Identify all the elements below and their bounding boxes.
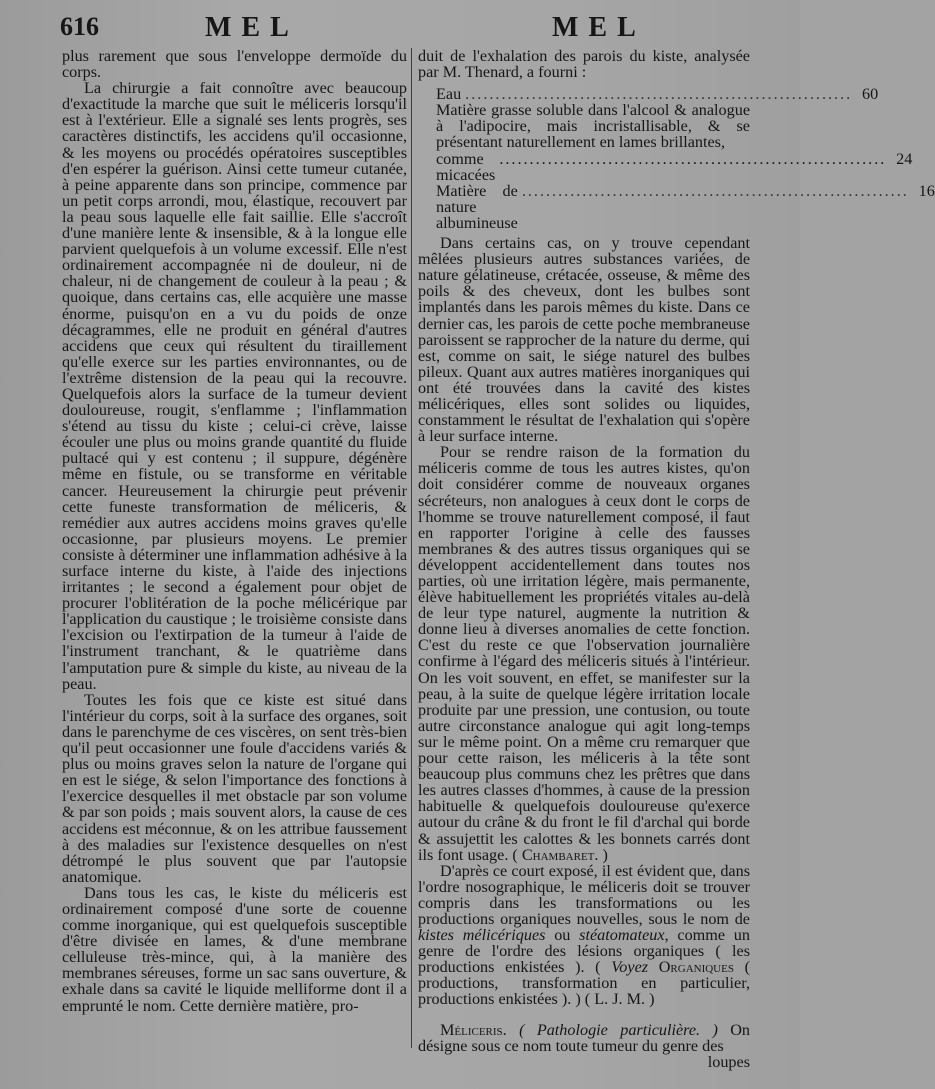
catchword: loupes <box>707 1052 750 1071</box>
left-column <box>62 48 407 1014</box>
page-number: 616 <box>60 12 99 41</box>
paragraph: plus rarement que sous l'enveloppe dermoïde du corps. <box>62 47 407 82</box>
italic-term: stéatomateux <box>579 926 665 945</box>
author-citation: ( Chambaret. ) <box>512 845 608 864</box>
leader-dots: ................................................................ <box>499 149 887 168</box>
paragraph: Toutes les fois que ce kiste est situé dans l'intérieur du corps, soit à la surface des organes, soit dans le parenchyme de ces viscères, on sent très-bien qu'il peut occasionner une foule d'accidens variés & plus ou moins graves selon la nature de l'organe qui en est le siége, & selon l'importance des fonctions à l'exercice desquelles il met obstacle par son volume & par son poids ; mais souvent alors, la cause de ces accidens est méconnue, & on les attribue faussement à des maladies sur l'existence desquelles on n'est détrompé le plus souvent que par l'autopsie anatomique. <box>62 690 407 886</box>
analysis-value: 60 <box>861 85 879 104</box>
entry-headword: Méliceris. <box>440 1020 507 1039</box>
dictionary-entry <box>418 1022 750 1054</box>
analysis-label: Matière de nature albumineuse <box>436 181 518 232</box>
analysis-label: Eau <box>436 85 462 104</box>
analysis-table <box>418 85 935 232</box>
column-divider <box>411 48 412 1048</box>
paragraph: Dans certains cas, on y trouve cependant mêlées plusieurs autres substances variées, de nature gélatineuse, crétacée, osseuse, & même des poils & des cheveux, dont les bulbes sont implantés dans les parois mêmes du kiste. Dans ce dernier cas, les parois de cette poche membraneuse paroissent se rapprocher de la nature du derme, qui est, comme on sait, le siége naturel des bulbes pileux. Quant aux autres matières inorganiques qui ont été trouvées dans la cavité des kistes mélicériques, elles sont solides ou liquides, constamment le résultat de l'exhalation qui s'opère à leur surface interne. <box>418 234 750 446</box>
paragraph-text: ( productions, transformation en particulier, productions enkistées ). ) ( L. J. M. ) <box>418 958 751 1009</box>
italic-term: kistes mélicériques <box>418 926 546 945</box>
analysis-value: 16 <box>918 181 935 200</box>
connector-word: ou <box>554 926 571 945</box>
running-head-right: MEL <box>552 12 646 43</box>
analysis-label-end: comme micacées <box>436 149 496 184</box>
entry-category: ( Pathologie particulière. ) <box>519 1020 718 1039</box>
paragraph-text: Pour se rendre raison de la formation du méliceris comme de tous les autres kistes, qu'on doit considérer comme de nouveaux organes sécréteurs, non analogues à ceux dont le corps de l'homme se trouve naturellement composé, il faut en rapporter l'origine à celle des fausses membranes & des autres tissus organiques qui se développent accidentellement dans toutes nos parties, où une irritation légère, mais permanente, élève habituellement les propriétés vitales au-delà de leur type naturel, augmente la nutrition & donne lieu à diverses anomalies de cette fonction. C'est du reste ce que l'observation journalière confirme à l'égard des méliceris situés à l'intérieur. On les voit souvent, en effet, se manifester sur la peau, à la suite de quelque légère irritation locale produite par une pression, une contusion, ou toute autre circonstance analogue qui agit long-temps sur le même point. On a même cru remarquer que pour cette raison, les méliceris à la tête sont beaucoup plus communs chez les prêtres que dans les autres classes d'hommes, à cause de la pression habituelle & quelquefois douloureuse qu'exerce autour du crâne & du front le fil d'archal qui borde & assujettit les calottes & les bonnets carrés dont ils font usage. <box>418 443 750 864</box>
leader-dots: ................................................................ <box>465 85 853 104</box>
analysis-row <box>418 101 913 184</box>
analysis-value: 24 <box>896 149 913 168</box>
paragraph: Dans tous les cas, le kiste du méliceris est ordinairement composé d'une sorte de couenne comme inorganique, qui est quelquefois susceptible d'être divisée en lames, & d'une membrane celluleuse très-mince, qui, à la manière des membranes séreuses, forme un sac sans ouverture, & exhale dans sa cavité le liquide melliforme dont il a emprunté le nom. Cette dernière matière, pro- <box>62 883 407 1015</box>
paragraph-text: , comme un genre de l'ordre des lésions organiques ( les productions enkistées ). ( <box>418 926 750 977</box>
running-head-left: MEL <box>205 12 299 43</box>
entry-text: On désigne sous ce nom toute tumeur du genre des <box>418 1020 750 1055</box>
paragraph: La chirurgie a fait connoître avec beaucoup d'exactitude la marche que suit le méliceris lorsqu'il est à l'extérieur. Elle a signalé ses lents progrès, ses caractères distinctifs, les accidens qu'il occasionne, & les moyens ou procédés opératoires susceptibles d'en espérer la guérison. Ainsi cette tumeur cutanée, à peine apparente dans son principe, commence par un petit corps arrondi, mou, élastique, recouvert par la peau sous laquelle elle fait saillie. Elle s'accroît d'une manière lente & insensible, & à la longue elle parvient quelquefois à un volume excessif. Elle n'est ordinairement accompagnée ni de douleur, ni de chaleur, ni de changement de couleur à la peau ; & quoique, dans certains cas, elle acquière une masse énorme, puisqu'on en a vu du poids de onze décagrammes, elle ne produit en général d'autres accidens que ceux qui résultent du tiraillement qu'elle exerce sur les parties environnantes, ou de l'extrême distension de la peau qui la recouvre. Quelquefois alors la surface de la tumeur devient douloureuse, rougit, s'enflamme ; l'inflammation s'étend au tissu du kiste ; celui-ci crève, laisse écouler une plus ou moins grande quantité du fluide pultacé qui y est contenu ; il suppure, dégénère même en fistule, ou se transforme en véritable cancer. Heureusement la chirurgie peut prévenir cette funeste transformation de méliceris, & remédier aux autres accidens moins graves qu'elle occasionne, par plusieurs moyens. Le premier consiste à déterminer une inflammation adhésive à la surface interne du kiste, à l'aide des injections irritantes ; le second a également pour objet de procurer l'oblitération de la poche mélicérique par l'application du caustique ; le troisième consiste dans l'excision ou l'extirpation de la tumeur à l'aide de l'instrument tranchant, & le quatrième dans l'amputation pure & simple du kiste, au niveau de la peau. <box>62 79 407 693</box>
analysis-row <box>418 85 879 104</box>
running-header <box>60 12 764 46</box>
paragraph <box>418 444 750 862</box>
paragraph-text: D'après ce court exposé, il est évident que, dans l'ordre nosographique, le méliceris doit se trouver compris dans les transformations ou les productions organiques nouvelles, sous le nom de <box>418 861 750 928</box>
right-column <box>418 47 935 1071</box>
paragraph <box>418 863 750 1008</box>
leader-dots: ................................................................ <box>521 181 909 200</box>
analysis-row <box>418 181 935 232</box>
paragraph: duit de l'exhalation des parois du kiste, analysée par M. Thenard, a fourni : <box>418 47 750 82</box>
cross-reference-target: Organiques <box>658 958 734 977</box>
cross-reference-voyez: Voyez <box>611 958 649 977</box>
analysis-label: Matière grasse soluble dans l'alcool & analogue à l'adipocire, mais incristallisable, & se présentant naturellement en lames brillantes, <box>436 101 750 152</box>
